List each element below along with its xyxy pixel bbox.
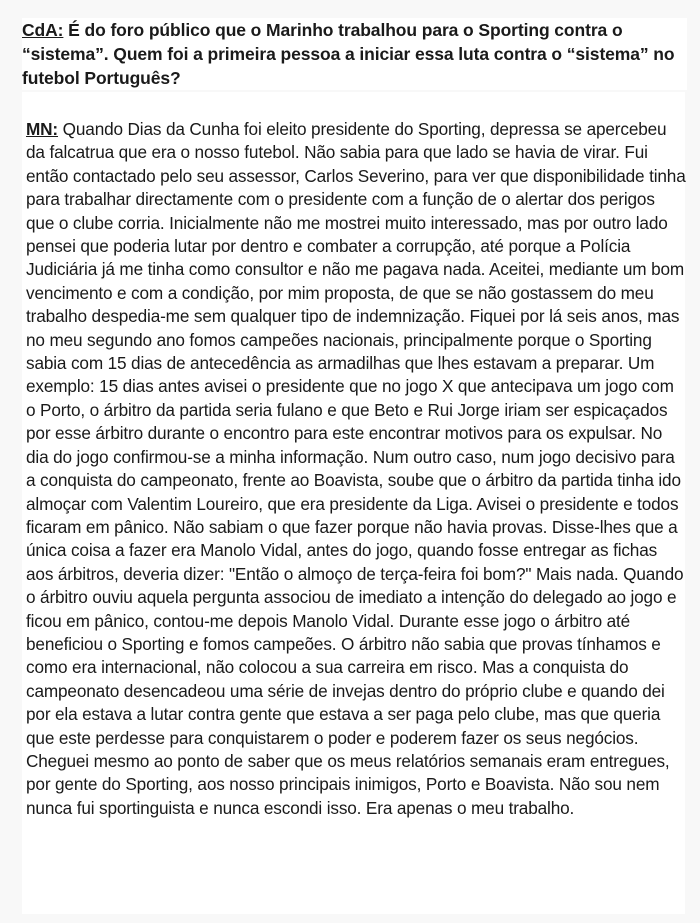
answer-text: Quando Dias da Cunha foi eleito presidente do Sporting, depressa se apercebeu da falcatrua que era o nosso futebol. Não sabia para que lado se havia de virar. Fui então contactado pelo seu assessor, Carlos Severino, para ver que disponibilidade tinha para trabalhar directamente com o presidente com a função de o alertar dos perigos que o clube corria. Inicialmente não me mostrei muito interessado, mas por outro lado pensei que poderia lutar por dentro e combater a corrupção, até porque a Polícia Judiciária já me tinha como consultor e não me pagava nada. Aceitei, mediante um bom vencimento e com a condição, por mim proposta, de que se não gostassem do meu trabalho despedia-me sem qualquer tipo de indemnização. Fiquei por lá seis anos, mas no meu segundo ano fomos campeões nacionais, principalmente porque o Sporting sabia com 15 dias de antecedência as armadilhas que lhes estavam a preparar. Um exemplo: 15 dias antes avisei o presidente que no jogo X que antecipava um jogo com o Porto, o árbitro da partida seria fulano e que Beto e Rui Jorge iriam ser espicaçados por esse árbitro durante o encontro para este encontrar motivos para os expulsar. No dia do jogo confirmou-se a minha informação. Num outro caso, num jogo decisivo para a conquista do campeonato, frente ao Boavista, soube que o árbitro da partida tinha ido almoçar com Valentim Loureiro, que era presidente da Liga. Avisei o presidente e todos ficaram em pânico. Não sabiam o que fazer porque não havia provas. Disse-lhes que a única coisa a fazer era Manolo Vidal, antes do jogo, quando fosse entregar as fichas aos árbitros, deveria dizer: "Então o almoço de terça-feira foi bom?" Mais nada. Quando o árbitro ouviu aquela pergunta associou de imediato a intenção do delegado ao jogo e ficou em pânico, contou-me depois Manolo Vidal. Durante esse jogo o árbitro até beneficiou o Sporting e fomos campeões. O árbitro não sabia que provas tínhamos e como era internacional, não colocou a sua carreira em risco. Mas a conquista do campeonato desencadeou uma série de invejas dentro do próprio clube e quando dei por ela estava a lutar contra gente que estava a ser paga pelo clube, mas que queria que este perdesse para conquistarem o poder e poderem fazer os seus negócios. Cheguei mesmo ao ponto de saber que os meus relatórios semanais eram entregues, por gente do Sporting, aos nosso principais inimigos, Porto e Boavista. Não sou nem nunca fui sportinguista e nunca escondi isso. Era apenas o meu trabalho. (26, 119, 686, 818)
interview-question (22, 18, 687, 90)
question-text: É do foro público que o Marinho trabalhou para o Sporting contra o “sistema”. Quem foi a primeira pessoa a iniciar essa luta contra o “sistema” no futebol Português? (22, 20, 675, 88)
answer-speaker-label: MN: (26, 119, 59, 139)
answer-paragraph (26, 118, 686, 820)
interview-answer (22, 92, 685, 914)
question-speaker-label: CdA: (22, 20, 64, 40)
